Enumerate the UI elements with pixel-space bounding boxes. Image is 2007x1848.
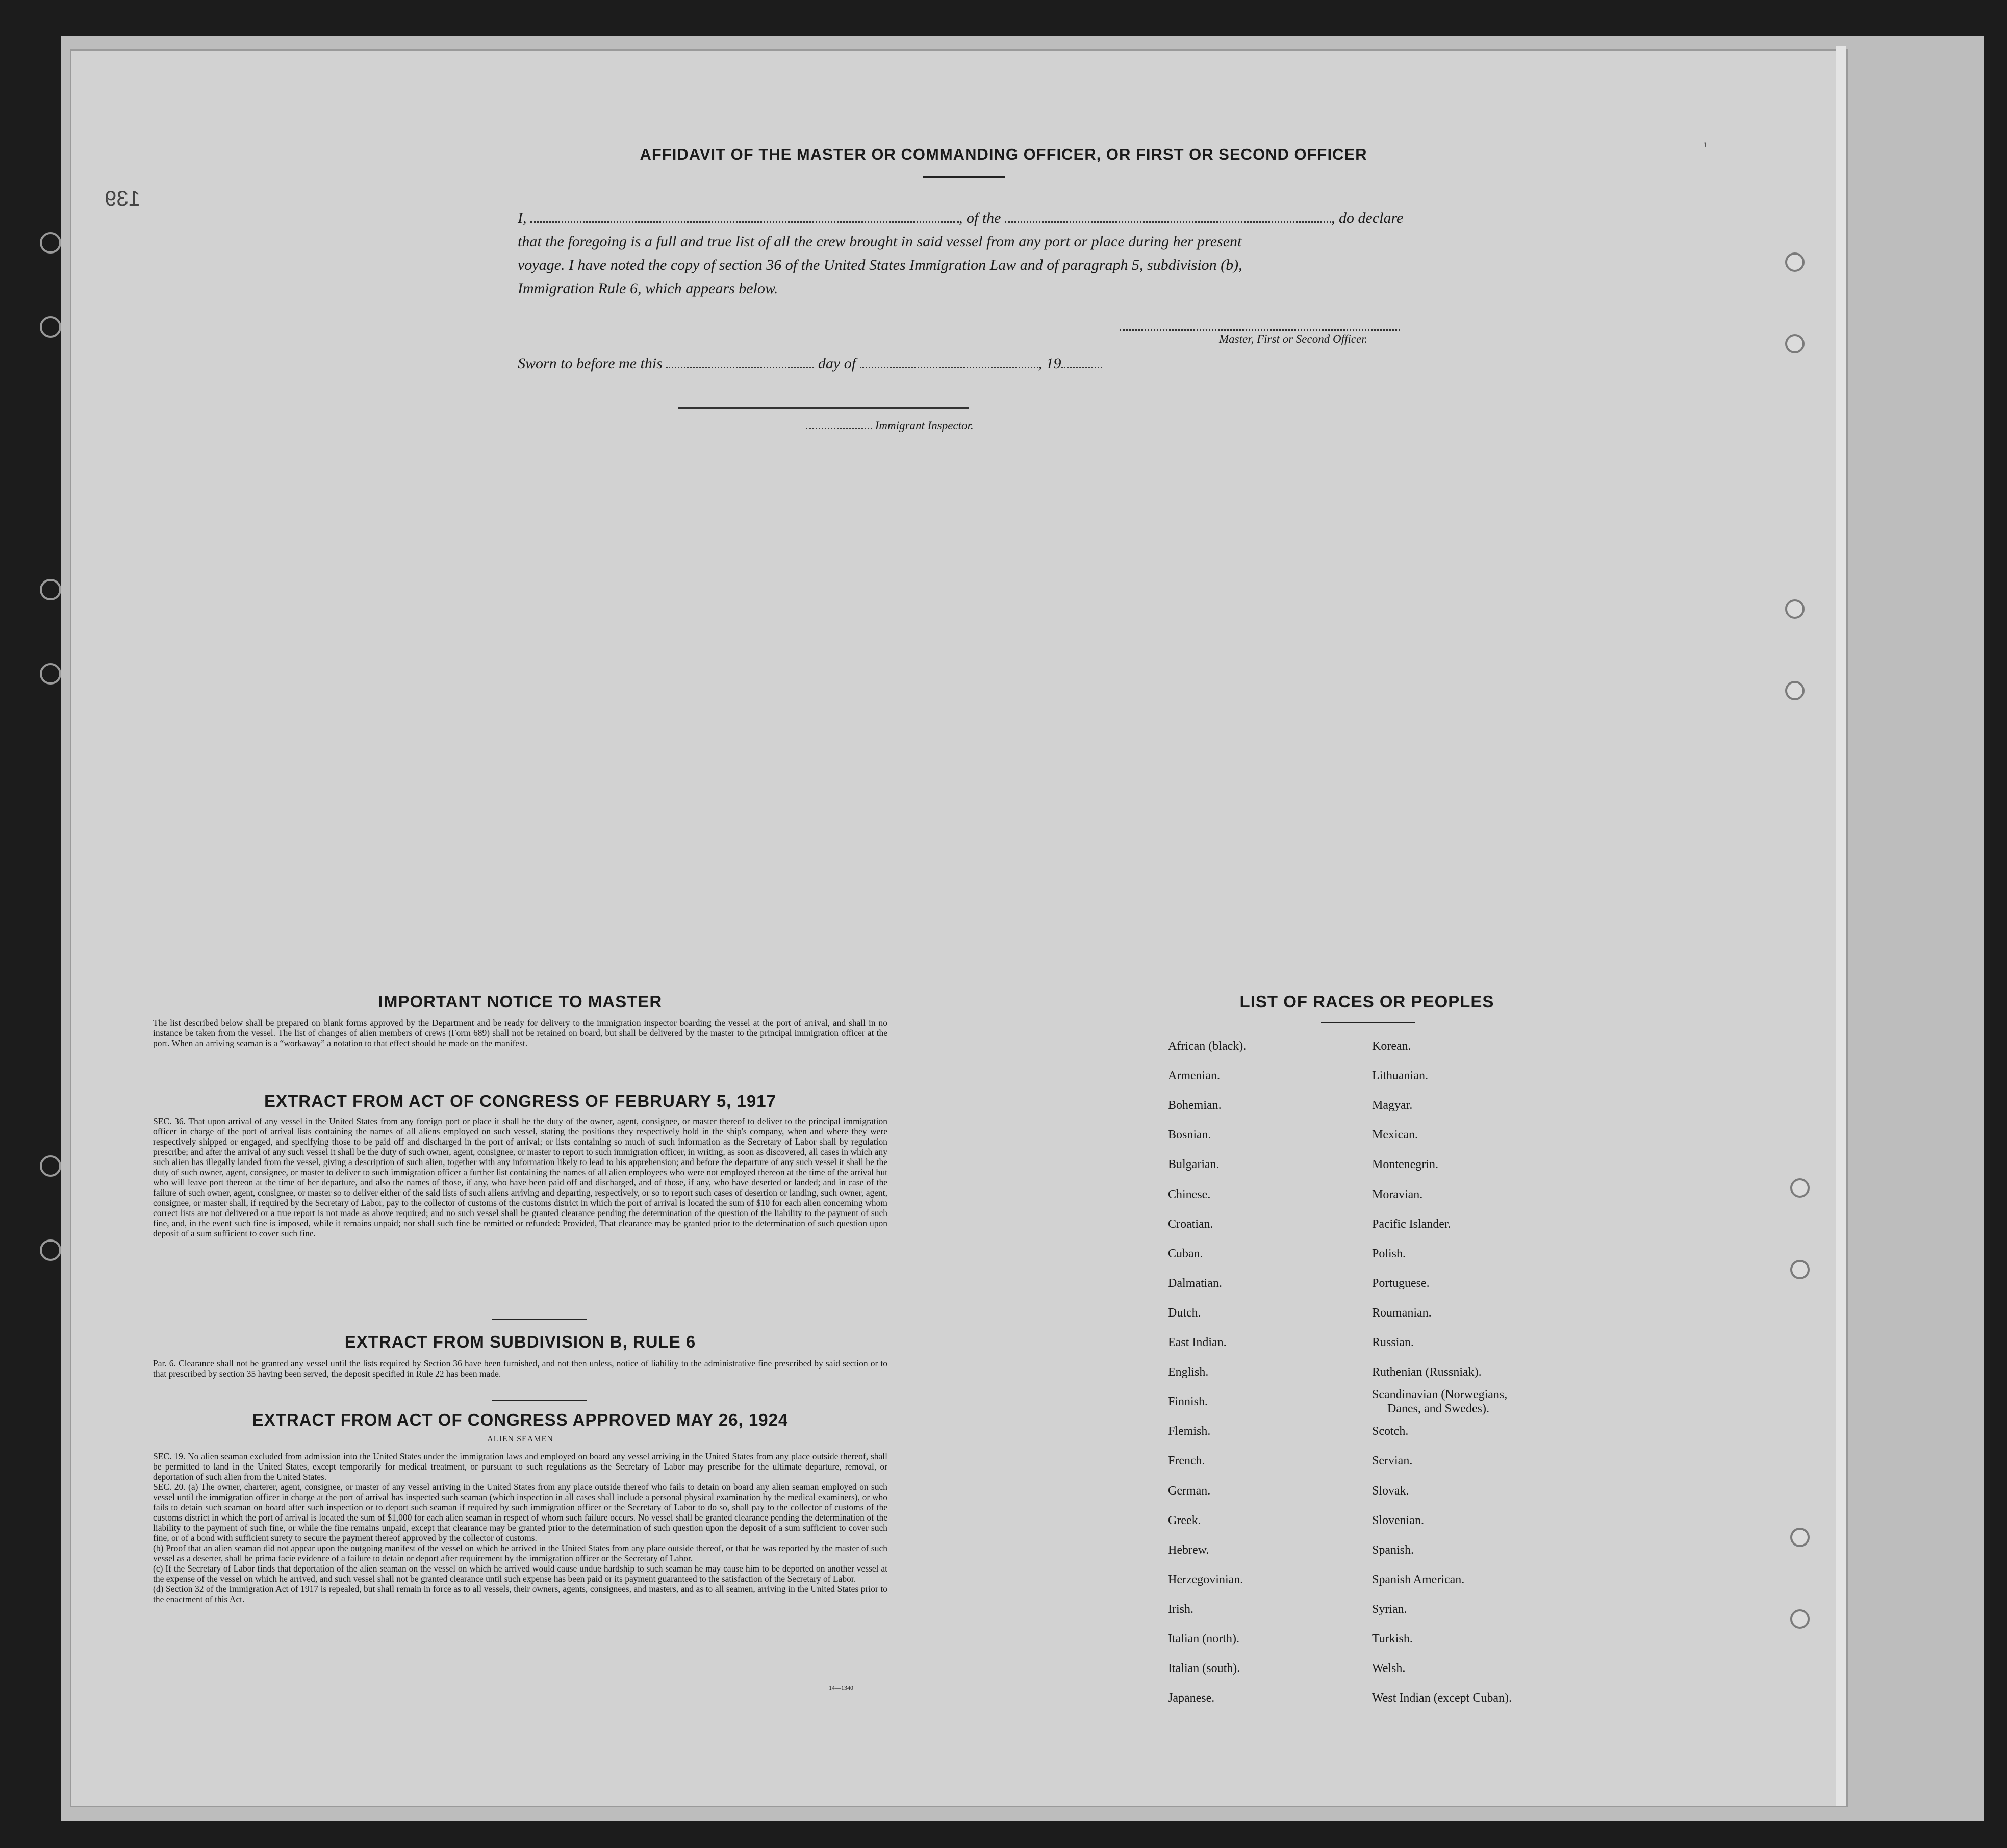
race-item: Croatian. xyxy=(1168,1217,1213,1231)
race-item-continuation: Danes, and Swedes). xyxy=(1387,1402,1489,1416)
race-item: Turkish. xyxy=(1372,1632,1413,1646)
race-item: English. xyxy=(1168,1365,1209,1379)
race-item: Spanish American. xyxy=(1372,1573,1465,1586)
race-item: Syrian. xyxy=(1372,1602,1407,1616)
race-item: Moravian. xyxy=(1372,1187,1423,1201)
race-item: Italian (south). xyxy=(1168,1662,1240,1676)
inspector-label-text: Immigrant Inspector. xyxy=(875,419,974,432)
race-item: Irish. xyxy=(1168,1602,1193,1616)
race-item: Japanese. xyxy=(1168,1691,1215,1705)
affidavit-of-the-label: , of the xyxy=(959,210,1001,226)
race-item: Herzegovinian. xyxy=(1168,1573,1243,1586)
race-item: Bohemian. xyxy=(1168,1099,1222,1112)
race-item: Roumanian. xyxy=(1372,1306,1432,1320)
day-of-label: day of xyxy=(818,355,856,372)
race-item: Greek. xyxy=(1168,1513,1201,1527)
race-item: Bosnian. xyxy=(1168,1128,1211,1142)
extract-rule6-title: EXTRACT FROM SUBDIVISION B, RULE 6 xyxy=(344,1332,696,1351)
race-item: Scotch. xyxy=(1372,1425,1409,1438)
race-item: Dutch. xyxy=(1168,1306,1201,1320)
sworn-label: Sworn to before me this xyxy=(518,355,663,372)
sec-20d-paragraph: (d) Section 32 of the Immigration Act of 1917 is repealed, but shall remain in force as to all vessels, their owners, agents, consignees, and masters, and as to all seamen, arriving in the United States prior to the enactment of this Act. xyxy=(153,1584,887,1604)
alien-seamen-subtitle: ALIEN SEAMEN xyxy=(487,1435,553,1444)
year-label: , 19 xyxy=(1038,355,1061,372)
race-item: Spanish. xyxy=(1372,1543,1414,1557)
race-item: African (black). xyxy=(1168,1040,1247,1053)
race-item: West Indian (except Cuban). xyxy=(1372,1691,1512,1705)
race-item: Portuguese. xyxy=(1372,1276,1430,1290)
race-item: Ruthenian (Russniak). xyxy=(1372,1365,1482,1379)
affidavit-line-3: voyage. I have noted the copy of section 36 of the United States Immigration Law and of paragraph 5, subdivision (b), xyxy=(518,257,1242,273)
affidavit-line-2: that the foregoing is a full and true list of all the crew brought in said vessel from any port or place during her present xyxy=(518,233,1242,250)
form-number: 14—1340 xyxy=(829,1684,853,1691)
extract-1917-title: EXTRACT FROM ACT OF CONGRESS OF FEBRUARY 5, 1917 xyxy=(264,1092,776,1110)
master-signature-label: Master, First or Second Officer. xyxy=(1219,333,1368,345)
page-number: 139 xyxy=(105,186,141,210)
race-item: German. xyxy=(1168,1484,1211,1498)
race-item: Slovenian. xyxy=(1372,1513,1424,1527)
affidavit-i-label: I, xyxy=(518,210,527,226)
par-6-paragraph: Par. 6. Clearance shall not be granted any vessel until the lists required by Section 36 have been furnished, and not then unless, notice of liability to the administrative fine prescribed by said section or to that prescribed by section 35 having been served, the deposit specified in Rule 22 has been made. xyxy=(153,1358,887,1379)
notice-paragraph: The list described below shall be prepared on blank forms approved by the Department and be ready for delivery to the immigration inspector boarding the vessel at the port of arrival, and shall in no instance be taken from the vessel. The list of changes of alien members of crews (Form 689) shall not be retained on board, but shall be delivered by the master to the principal immigration officer at the port. When an arriving seaman is a “workaway” a notation to that effect should be made on the manifest. xyxy=(153,1018,887,1048)
race-item: Polish. xyxy=(1372,1247,1406,1260)
sec-19-paragraph: SEC. 19. No alien seaman excluded from admission into the United States under the immigration laws and employed on board any vessel arriving in the United States from any place outside thereof, shall be permitted to land in the United States, except temporarily for medical treatment, or pursuant to such regulations as the Secretary of Labor may prescribe for the ultimate departure, removal, or deportation of such alien from the United States. xyxy=(153,1451,887,1482)
race-item: Servian. xyxy=(1372,1454,1413,1468)
notice-title: IMPORTANT NOTICE TO MASTER xyxy=(378,992,663,1011)
race-item: Finnish. xyxy=(1168,1395,1208,1409)
race-item: Dalmatian. xyxy=(1168,1276,1222,1290)
stray-mark: ' xyxy=(1704,138,1707,159)
sec-20c-paragraph: (c) If the Secretary of Labor finds that deportation of the alien seaman on the vessel on which he arrived would cause undue hardship to such seaman he may cause him to be deported on another vessel at the expense of the vessel on which he arrived, and such vessel shall not be granted clearance until such expense has been paid or its payment guaranteed to the satisfaction of the Secretary of Labor. xyxy=(153,1563,887,1584)
race-item: Russian. xyxy=(1372,1336,1414,1349)
race-item: French. xyxy=(1168,1454,1205,1468)
affidavit-declare-label: , do declare xyxy=(1331,210,1404,226)
affidavit-line-4: Immigration Rule 6, which appears below. xyxy=(518,280,778,297)
race-item: Korean. xyxy=(1372,1040,1411,1053)
section-36-paragraph: SEC. 36. That upon arrival of any vessel in the United States from any foreign port or place it shall be the duty of the owner, agent, consignee, or master thereof to deliver to the principal immigration officer in charge of the port of arrival lists containing the names of all aliens employed on such vessel, stating the positions they respectively hold in the ship's company, when and where they were respectively shipped or engaged, and specifying those to be paid off and discharged in the port of arrival; or lists containing so much of such information as the Secretary of Labor shall by regulation prescribe; and after the arrival of any such vessel it shall be the duty of such owner, agent, consignee, or master to report to such immigration officer, in writing, as soon as discovered, all cases in which any such alien has illegally landed from the vessel, giving a description of such alien, together with any information likely to lead to his apprehension; and before the departure of any such vessel it shall be the duty of such owner, agent, consignee, or master to deliver to such immigration officer a further list containing the names of all alien employees who were not employed thereon at the time of the arrival but who will leave port thereon at the time of her departure, and also the names of those, if any, who have been paid off and discharged, and of those, if any, who have deserted or landed; and in case of the failure of such owner, agent, consignee, or master so to deliver either of the said lists of such aliens arriving and departing, respectively, or so to report such cases of desertion or landing, such owner, agent, consignee, or master shall, if required by the Secretary of Labor, pay to the collector of customs of the customs district in which the port of arrival is located the sum of $10 for each alien concerning whom correct lists are not delivered or a true report is not made as above required; and no such vessel shall be granted clearance pending the determination of the question of the liability to the payment of such fine, and, in the event such fine is imposed, while it remains unpaid; nor shall such fine be remitted or refunded: Provided, That clearance may be granted prior to the determination of such question upon deposit of a sum sufficient to cover such fine. xyxy=(153,1116,887,1238)
race-item: Cuban. xyxy=(1168,1247,1203,1260)
race-item: Italian (north). xyxy=(1168,1632,1239,1646)
race-item: Magyar. xyxy=(1372,1099,1413,1112)
race-item: Pacific Islander. xyxy=(1372,1217,1451,1231)
race-item: Flemish. xyxy=(1168,1425,1211,1438)
race-item: Welsh. xyxy=(1372,1662,1406,1676)
race-item: Montenegrin. xyxy=(1372,1158,1438,1172)
races-title: LIST OF RACES OR PEOPLES xyxy=(1239,992,1494,1011)
race-item: East Indian. xyxy=(1168,1336,1227,1349)
race-item: Slovak. xyxy=(1372,1484,1409,1498)
race-item: Mexican. xyxy=(1372,1128,1418,1142)
sec-20a-paragraph: SEC. 20. (a) The owner, charterer, agent, consignee, or master of any vessel arriving in the United States from any place outside thereof who fails to detain on board any alien seaman employed on such vessel until the immigration officer in charge at the port of arrival has inspected such seaman (which inspection in all cases shall include a personal physical examination by the medical examiners), or who fails to detain such seaman on board after such inspection or to deport such seaman if required by such immigration officer or the Secretary of Labor to do so, shall pay to the collector of customs of the customs district in which the port of arrival is located the sum of $1,000 for each alien seaman in respect of whom such failure occurs. No vessel shall be granted clearance pending the determination of the liability to the payment of such fine, or while the fine remains unpaid, except that clearance may be granted prior to the determination of such question upon the deposit of a sum sufficient to cover such fine, or of a bond with sufficient surety to secure the payment thereof approved by the collector of customs. xyxy=(153,1482,887,1543)
race-item: Chinese. xyxy=(1168,1187,1211,1201)
affidavit-title: AFFIDAVIT OF THE MASTER OR COMMANDING OFFICER, OR FIRST OR SECOND OFFICER xyxy=(640,145,1367,163)
race-item: Hebrew. xyxy=(1168,1543,1209,1557)
race-item: Bulgarian. xyxy=(1168,1158,1220,1172)
race-item: Scandinavian (Norwegians, xyxy=(1372,1388,1508,1402)
race-item: Armenian. xyxy=(1168,1069,1220,1083)
extract-1924-title: EXTRACT FROM ACT OF CONGRESS APPROVED MAY 26, 1924 xyxy=(252,1410,789,1429)
race-item: Lithuanian. xyxy=(1372,1069,1428,1083)
sec-20b-paragraph: (b) Proof that an alien seaman did not appear upon the outgoing manifest of the vessel on which he arrived in the United States from any place outside thereof, or that he was reported by the master of such vessel as a deserter, shall be prima facie evidence of a failure to detain or deport after requirement by the immigration officer or the Secretary of Labor. xyxy=(153,1543,887,1563)
